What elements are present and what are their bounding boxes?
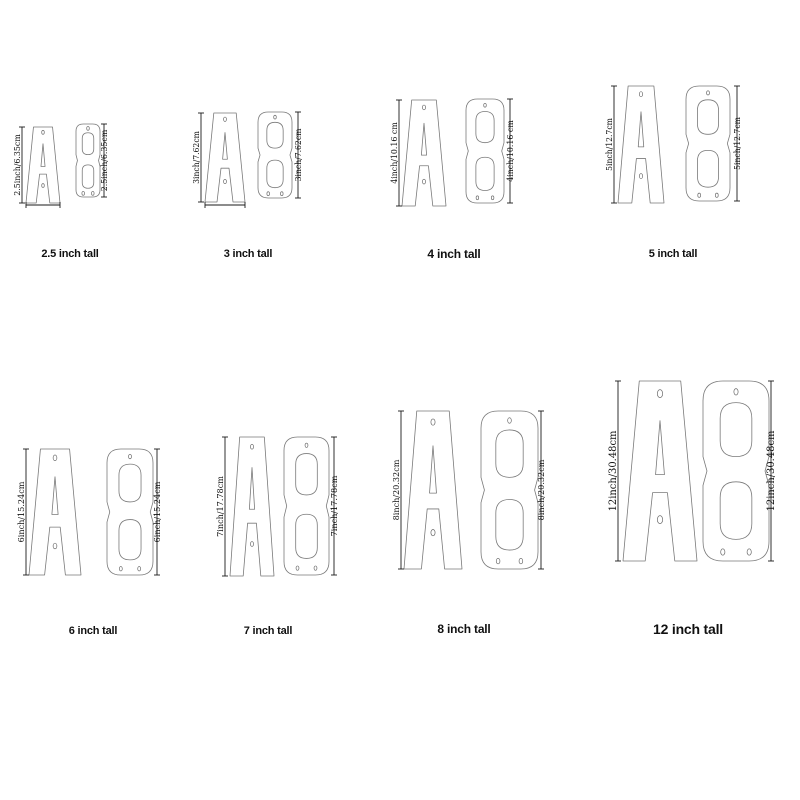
mounting-hole-icon (274, 115, 277, 119)
dimension-label-left: 3inch/7.62cm (192, 128, 201, 184)
dimension-label-right: 5inch/12.7cm (733, 114, 742, 170)
dimension-label-right: 12inch/30.48cm (765, 425, 777, 512)
mounting-hole-icon (715, 193, 718, 197)
letter-a-outline (404, 411, 462, 569)
panel-4 (605, 86, 742, 203)
dimension-label-right: 2.5inch/6.35cm (100, 128, 109, 192)
digit-8-outline (284, 437, 329, 575)
caption-2-5-inch: 2.5 inch tall (41, 248, 99, 260)
dimension-label-right: 4inch/10.16 cm (506, 119, 515, 182)
mounting-hole-icon (747, 549, 751, 555)
caption-3-inch: 3 inch tall (223, 248, 273, 260)
digit-8-outline (76, 124, 100, 197)
dimension-label-left: 2.5inch/6.35cm (13, 133, 22, 196)
mounting-hole-icon (431, 419, 435, 425)
letter-a-outline (618, 86, 664, 203)
mounting-hole-icon (657, 390, 662, 398)
caption-6-inch: 6 inch tall (68, 625, 118, 637)
mounting-hole-icon (314, 566, 317, 570)
letter-a-outline (29, 449, 81, 575)
mounting-hole-icon (484, 103, 487, 107)
digit-8-outline (466, 99, 504, 203)
digit-8-outline (703, 381, 769, 561)
mounting-hole-icon (698, 193, 701, 197)
mounting-hole-icon (707, 91, 710, 95)
dimension-label-left: 6inch/15.24cm (17, 478, 27, 543)
dimension-label-left: 7inch/17.78cm (216, 473, 226, 537)
dimension-label-right: 6inch/15.24cm (153, 478, 163, 543)
mounting-hole-icon (422, 179, 425, 184)
panel-2 (192, 112, 303, 208)
caption-4-inch: 4 inch tall (427, 247, 481, 261)
mounting-hole-icon (250, 444, 253, 449)
mounting-hole-icon (42, 184, 45, 188)
caption-5-inch: 5 inch tall (648, 248, 698, 260)
dimension-label-right: 3inch/7.62cm (294, 126, 303, 182)
mounting-hole-icon (281, 192, 284, 196)
dimension-label-left: 8inch/20.32cm (392, 456, 402, 521)
mounting-hole-icon (639, 92, 642, 97)
mounting-hole-icon (639, 174, 642, 179)
letter-a-outline (205, 113, 245, 202)
mounting-hole-icon (431, 530, 435, 536)
mounting-hole-icon (82, 191, 85, 195)
dimension-label-left: 5inch/12.7cm (605, 115, 614, 171)
mounting-hole-icon (250, 542, 253, 547)
mounting-hole-icon (138, 566, 141, 570)
mounting-hole-icon (42, 130, 45, 134)
mounting-hole-icon (657, 516, 662, 524)
mounting-hole-icon (491, 196, 494, 200)
mounting-hole-icon (119, 566, 122, 570)
letter-a-outline (623, 381, 697, 561)
mounting-hole-icon (296, 566, 299, 570)
panel-6 (216, 437, 340, 576)
letter-a-outline (230, 437, 274, 576)
letter-a-outline (26, 127, 60, 203)
mounting-hole-icon (496, 558, 500, 563)
mounting-hole-icon (224, 117, 227, 121)
dimension-label-left: 12inch/30.48cm (607, 425, 619, 512)
panel-1 (13, 124, 109, 208)
dimension-label-right: 8inch/20.32cm (537, 456, 547, 521)
panel-7 (392, 411, 547, 569)
mounting-hole-icon (129, 454, 132, 458)
digit-8-outline (481, 411, 538, 569)
mounting-hole-icon (267, 192, 270, 196)
mounting-hole-icon (721, 549, 725, 555)
dimension-label-right: 7inch/17.78cm (330, 472, 340, 537)
mounting-hole-icon (53, 455, 57, 461)
caption-8-inch: 8 inch tall (437, 622, 491, 636)
panel-5 (17, 449, 163, 575)
mounting-hole-icon (87, 126, 90, 130)
dimension-label-left: 4inch/10.16 cm (390, 121, 399, 184)
caption-7-inch: 7 inch tall (243, 625, 293, 637)
digit-8-outline (258, 112, 292, 198)
panel-3 (390, 99, 515, 206)
mounting-hole-icon (224, 179, 227, 183)
mounting-hole-icon (519, 558, 523, 563)
mounting-hole-icon (305, 443, 308, 447)
mounting-hole-icon (476, 196, 479, 200)
mounting-hole-icon (508, 418, 512, 423)
mounting-hole-icon (92, 191, 95, 195)
digit-8-outline (686, 86, 730, 201)
digit-8-outline (107, 449, 153, 575)
mounting-hole-icon (53, 543, 57, 549)
mounting-hole-icon (422, 105, 425, 110)
panel-8 (607, 381, 777, 561)
caption-12-inch: 12 inch tall (653, 621, 723, 637)
mounting-hole-icon (734, 389, 738, 395)
letter-a-outline (402, 100, 446, 206)
